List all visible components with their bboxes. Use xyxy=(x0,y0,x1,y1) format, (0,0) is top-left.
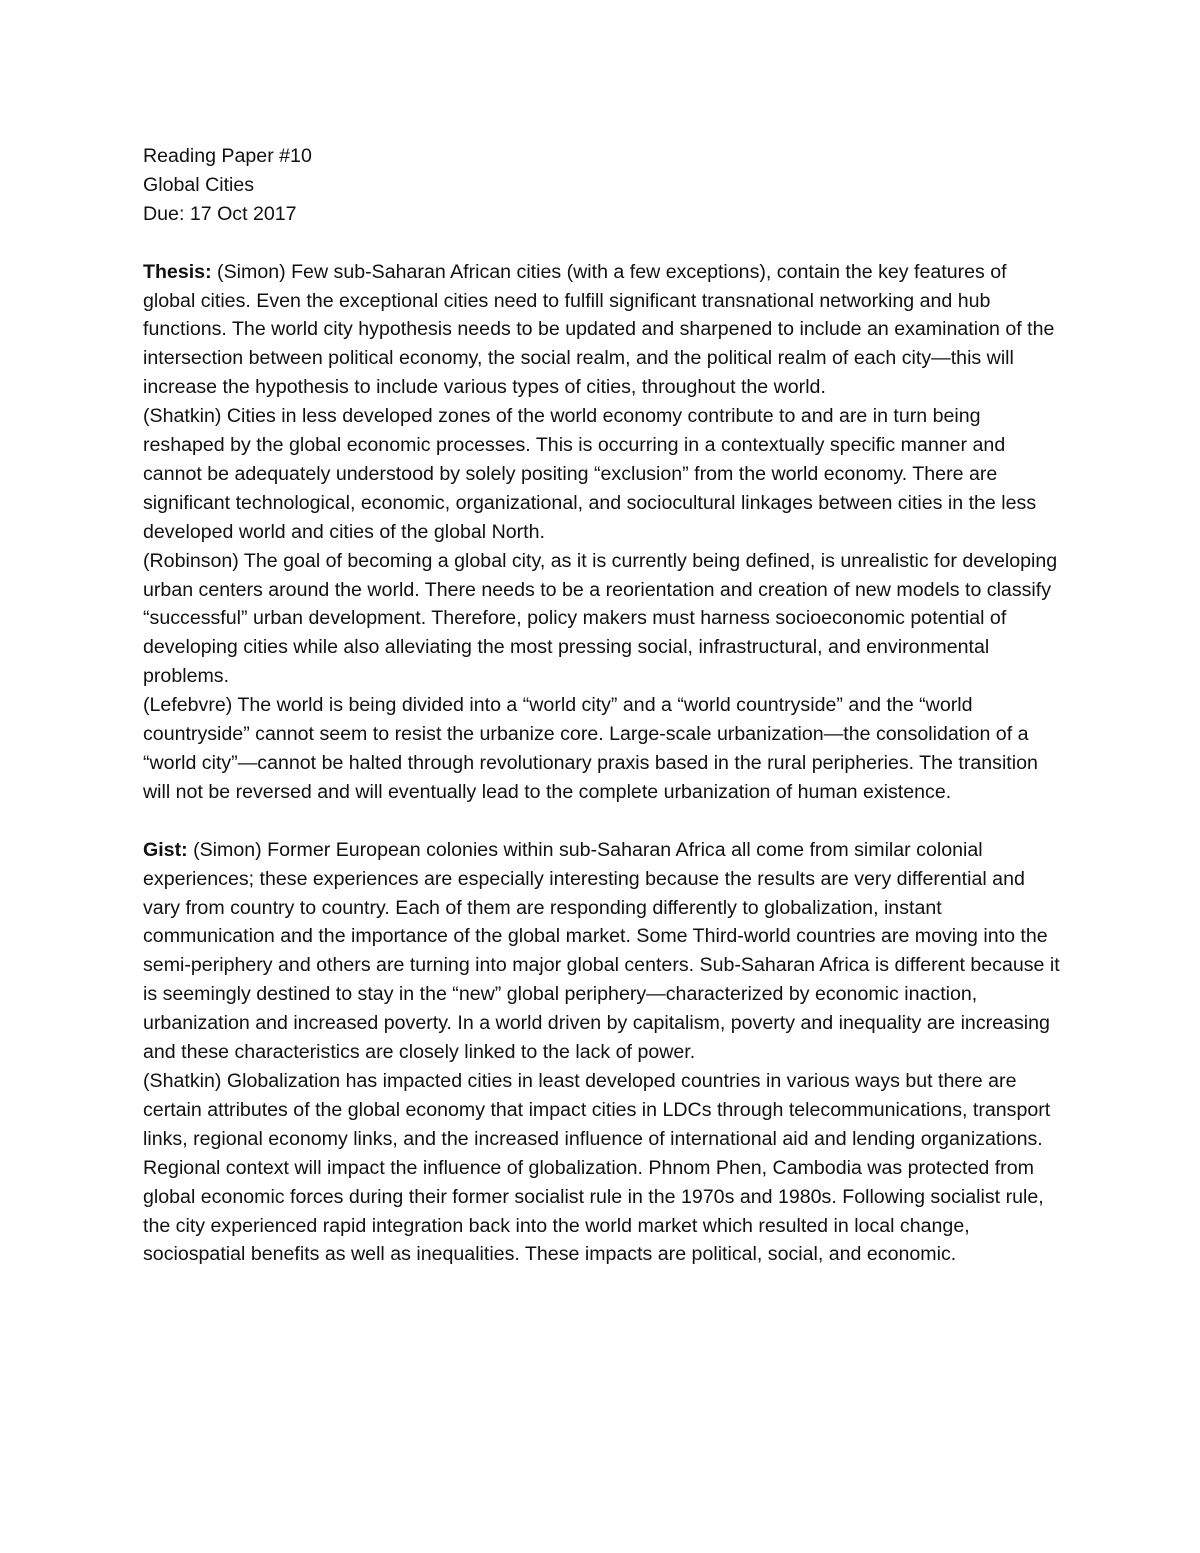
gist-simon-text: (Simon) Former European colonies within sub-Saharan Africa all come from similar colonial experiences; these experiences are especially interesting because the results are very differential and vary from country to country. Each of them are responding differently to globalization, instant communication and the importance of the global market. Some Third-world countries are moving into the semi-periphery and others are turning into major global centers. Sub-Saharan Africa is different because it is seemingly destined to stay in the “new” global periphery—characterized by economic inaction, urbanization and increased poverty. In a world driven by capitalism, poverty and inequality are increasing and these characteristics are closely linked to the lack of power. xyxy=(143,838,1060,1064)
assignment-topic: Global Cities xyxy=(143,173,255,196)
due-date: Due: 17 Oct 2017 xyxy=(143,202,297,225)
gist-label: Gist: xyxy=(143,838,188,861)
thesis-paragraph-lefebvre: (Lefebvre) The world is being divided into a “world city” and a “world countryside” and the “world countryside” cannot seem to resist the urbanize core. Large-scale urbanization—the consolidation of a “world city”—cannot be halted through revolutionary praxis based in the rural peripheries. The transition will not be reversed and will eventually lead to the complete urbanization of human existence. xyxy=(143,694,1038,803)
thesis-paragraph-robinson: (Robinson) The goal of becoming a global city, as it is currently being defined, is unrealistic for developing urban centers around the world. There needs to be a reorientation and creation of new models to classify “successful” urban development. Therefore, policy makers must harness socioeconomic potential of developing cities while also alleviating the most pressing social, infrastructural, and environmental problems. xyxy=(143,549,1058,688)
gist-paragraph-simon xyxy=(143,836,1063,1067)
thesis-label: Thesis: xyxy=(143,260,212,283)
thesis-paragraph-simon xyxy=(143,258,1063,403)
blank-line xyxy=(143,807,1063,836)
gist-paragraph-shatkin: (Shatkin) Globalization has impacted cities in least developed countries in various ways but there are certain attributes of the global economy that impact cities in LDCs through telecommunications, transport links, regional economy links, and the increased influence of international aid and lending organizations. Regional context will impact the influence of globalization. Phnom Phen, Cambodia was protected from global economic forces during their former socialist rule in the 1970s and 1980s. Following socialist rule, the city experienced rapid integration back into the world market which resulted in local change, sociospatial benefits as well as inequalities. These impacts are political, social, and economic. xyxy=(143,1069,1051,1266)
assignment-title: Reading Paper #10 xyxy=(143,145,312,167)
blank-line xyxy=(143,229,1063,258)
thesis-simon-text: (Simon) Few sub-Saharan African cities (with a few exceptions), contain the key features of global cities. Even the exceptional cities need to fulfill significant transnational networking and hub functions. The world city hypothesis needs to be updated and sharpened to include an examination of the intersection between political economy, the social realm, and the political realm of each city—this will increase the hypothesis to include various types of cities, throughout the world. xyxy=(143,260,1055,399)
thesis-paragraph-shatkin: (Shatkin) Cities in less developed zones of the world economy contribute to and are in turn being reshaped by the global economic processes. This is occurring in a contextually specific manner and cannot be adequately understood by solely positing “exclusion” from the world economy. There are significant technological, economic, organizational, and sociocultural linkages between cities in the less developed world and cities of the global North. xyxy=(143,405,1037,543)
document-body xyxy=(143,142,1063,1269)
